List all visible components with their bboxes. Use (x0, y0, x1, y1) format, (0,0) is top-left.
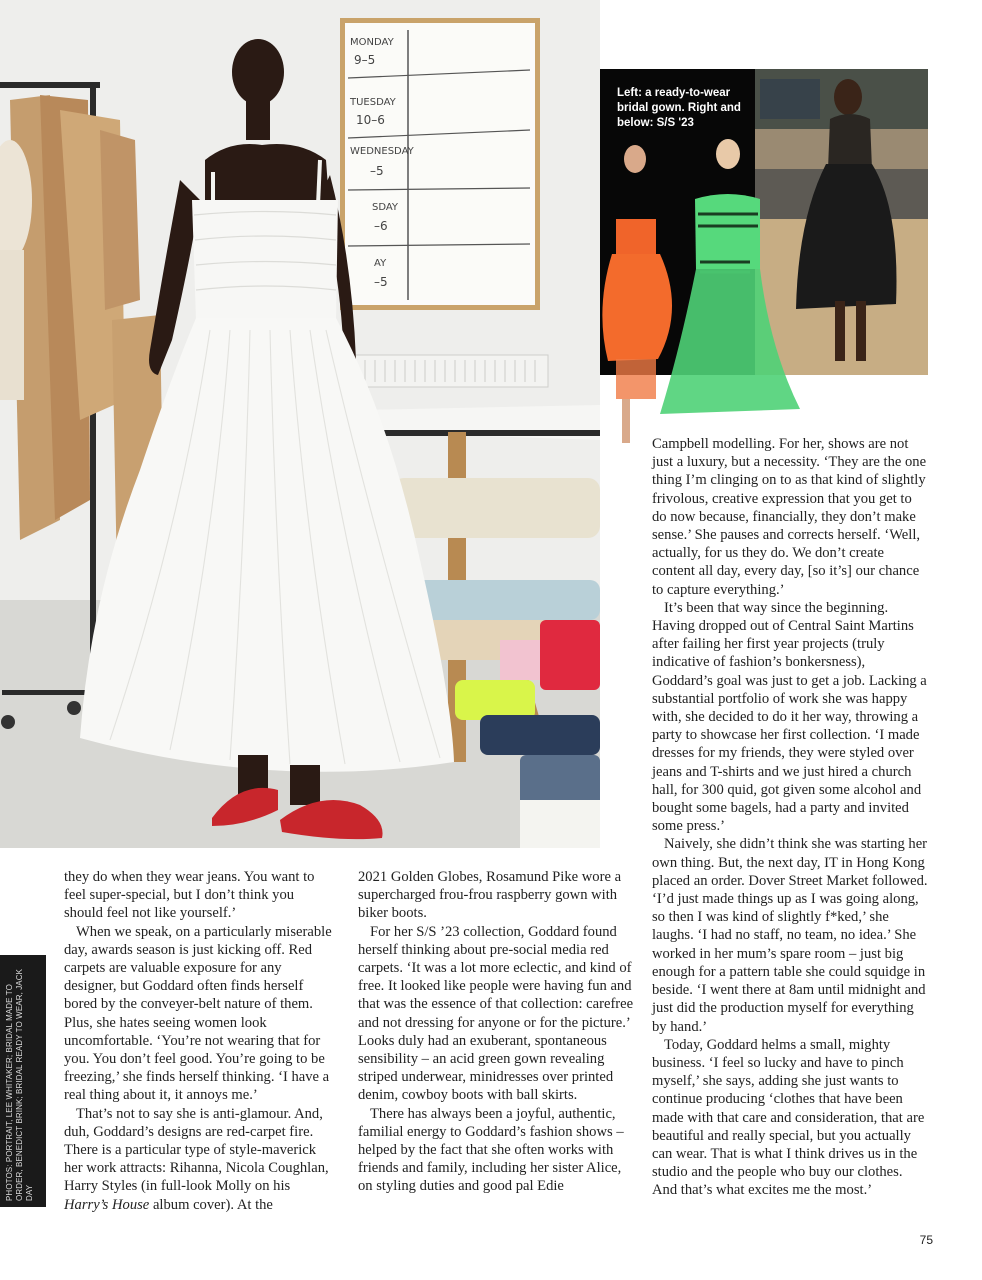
paragraph: It’s been that way since the beginning. Having dropped out of Central Saint Martins after failing her first year projects (truly indicative of fashion’s bonkersness), Goddard’s goal was just to get a job. Lacking a substantial portfolio of work she was happy with, she decided to do it her way, throwing a party to showcase her first collection. ‘I made dresses for my friends, they were styled over jeans and T-shirts and we just hired a church hall, for 300 quid, got given some alcohol and bought some bagels, had a party and invited some press.’ (652, 599, 927, 835)
article-column-3 (652, 435, 928, 1200)
board-day-3: WEDNESDAY (350, 146, 414, 157)
paragraph: When we speak, on a particularly miserable day, awards season is just kicking off. Red carpets are valuable exposure for any designer, but Goddard often finds herself bored by the conveyer-belt nature of them. Plus, she hates seeing women look uncomfortable. ‘You’re not wearing that for you. You don’t feel good. You’re going to be freezing,’ she finds herself thinking. ‘I have a real thing about it, it annoys me.’ (64, 923, 332, 1104)
board-day-1: MONDAY (350, 37, 394, 48)
paragraph: There has always been a joyful, authentic, familial energy to Goddard’s fashion shows – helped by the fact that she often works with friends and family, including her sister Alice, on styling duties and good pal Edie (358, 1105, 624, 1195)
board-hours-2: 10–6 (356, 113, 385, 127)
board-hours-1: 9–5 (354, 53, 376, 67)
photo-credit: PHOTOS: PORTRAIT, LEE WHITAKER; BRIDAL MADE TO ORDER, BENEDICT BRINK; BRIDAL READY TO WEAR, JACK DAY (5, 968, 34, 1201)
paragraph: Naively, she didn’t think she was starting her own thing. But, the next day, IT in Hong Kong placed an order. Dover Street Market followed. ‘I’d just made things up as I was going along, so then I was kind of slightly f*ked,’ she laughs. ‘I had no staff, no team, no idea.’ She worked in her mum’s spare room – just big enough for a pattern table she could squidge in beside. ‘I went there at 8am until midnight and just did the production myself for everything by hand.’ (652, 836, 928, 1035)
photo-credit-strip (0, 955, 46, 1207)
paragraph: 2021 Golden Globes, Rosamund Pike wore a supercharged frou-frou raspberry gown with biker boots. (358, 869, 622, 922)
paragraph-text: That’s not to say she is anti-glamour. And, duh, Goddard’s designs are red-carpet fire. There is a particular type of style-maverick her work attracts: Rihanna, Nicola Coughlan, Harry Styles (in full-look Molly on his (64, 1105, 329, 1195)
inset-caption: Left: a ready-to-wear bridal gown. Right and below: S/S '23 (617, 87, 741, 129)
article-column-1 (64, 868, 332, 1214)
album-title: Harry’s House (64, 1196, 150, 1213)
board-hours-3: –5 (370, 164, 384, 178)
paragraph: Today, Goddard helms a small, mighty business. ‘I feel so lucky and have to pinch myself,’ she says, adding she just wants to continue producing ‘clothes that have been made with that care and consideration, that are beautiful and really special, but you actually can wear. That is what I think drives us in the studio and the people who buy our clothes. And that’s what excites me the most.’ (652, 1036, 925, 1199)
paragraph: For her S/S ’23 collection, Goddard found herself thinking about pre-social media red carpets. ‘It was a lot more eclectic, and kind of free. It looked like people were having fun and that was the essence of that collection: carefree and not dressing for anyone or for the picture.’ Looks duly had an exuberant, spontaneous sensibility – an acid green gown revealing striped underwear, minidresses over printed denim, cowboy boots with ball skirts. (358, 923, 634, 1104)
paragraph: Campbell modelling. For her, shows are not just a luxury, but a necessity. ‘They are the one thing I’m clinging on to as that kind of slightly frivolous, creative expression that you get to do now because, financially, they don’t make sense.’ She pauses and corrects herself. ‘Well, actually, for us they do. We don’t create content all day, every day, [so it’s] our chance to capture everything.’ (652, 436, 927, 598)
board-hours-4: –6 (374, 219, 388, 233)
paragraph: they do when they wear jeans. You want to feel super-special, but I don’t think you should feel not like yourself.’ (64, 869, 315, 922)
paragraph-text-end: album cover). At the (152, 1196, 273, 1213)
board-day-5: AY (374, 258, 387, 269)
runway-photo (600, 69, 928, 375)
whiteboard (340, 18, 540, 310)
board-hours-5: –5 (374, 275, 388, 289)
board-day-4: SDAY (372, 202, 399, 213)
board-day-2: TUESDAY (350, 97, 396, 108)
portrait-photo (0, 0, 600, 848)
paragraph (64, 1105, 332, 1214)
article-column-2 (358, 868, 634, 1196)
page-number: 75 (919, 1233, 933, 1247)
studio-scene (0, 0, 600, 848)
